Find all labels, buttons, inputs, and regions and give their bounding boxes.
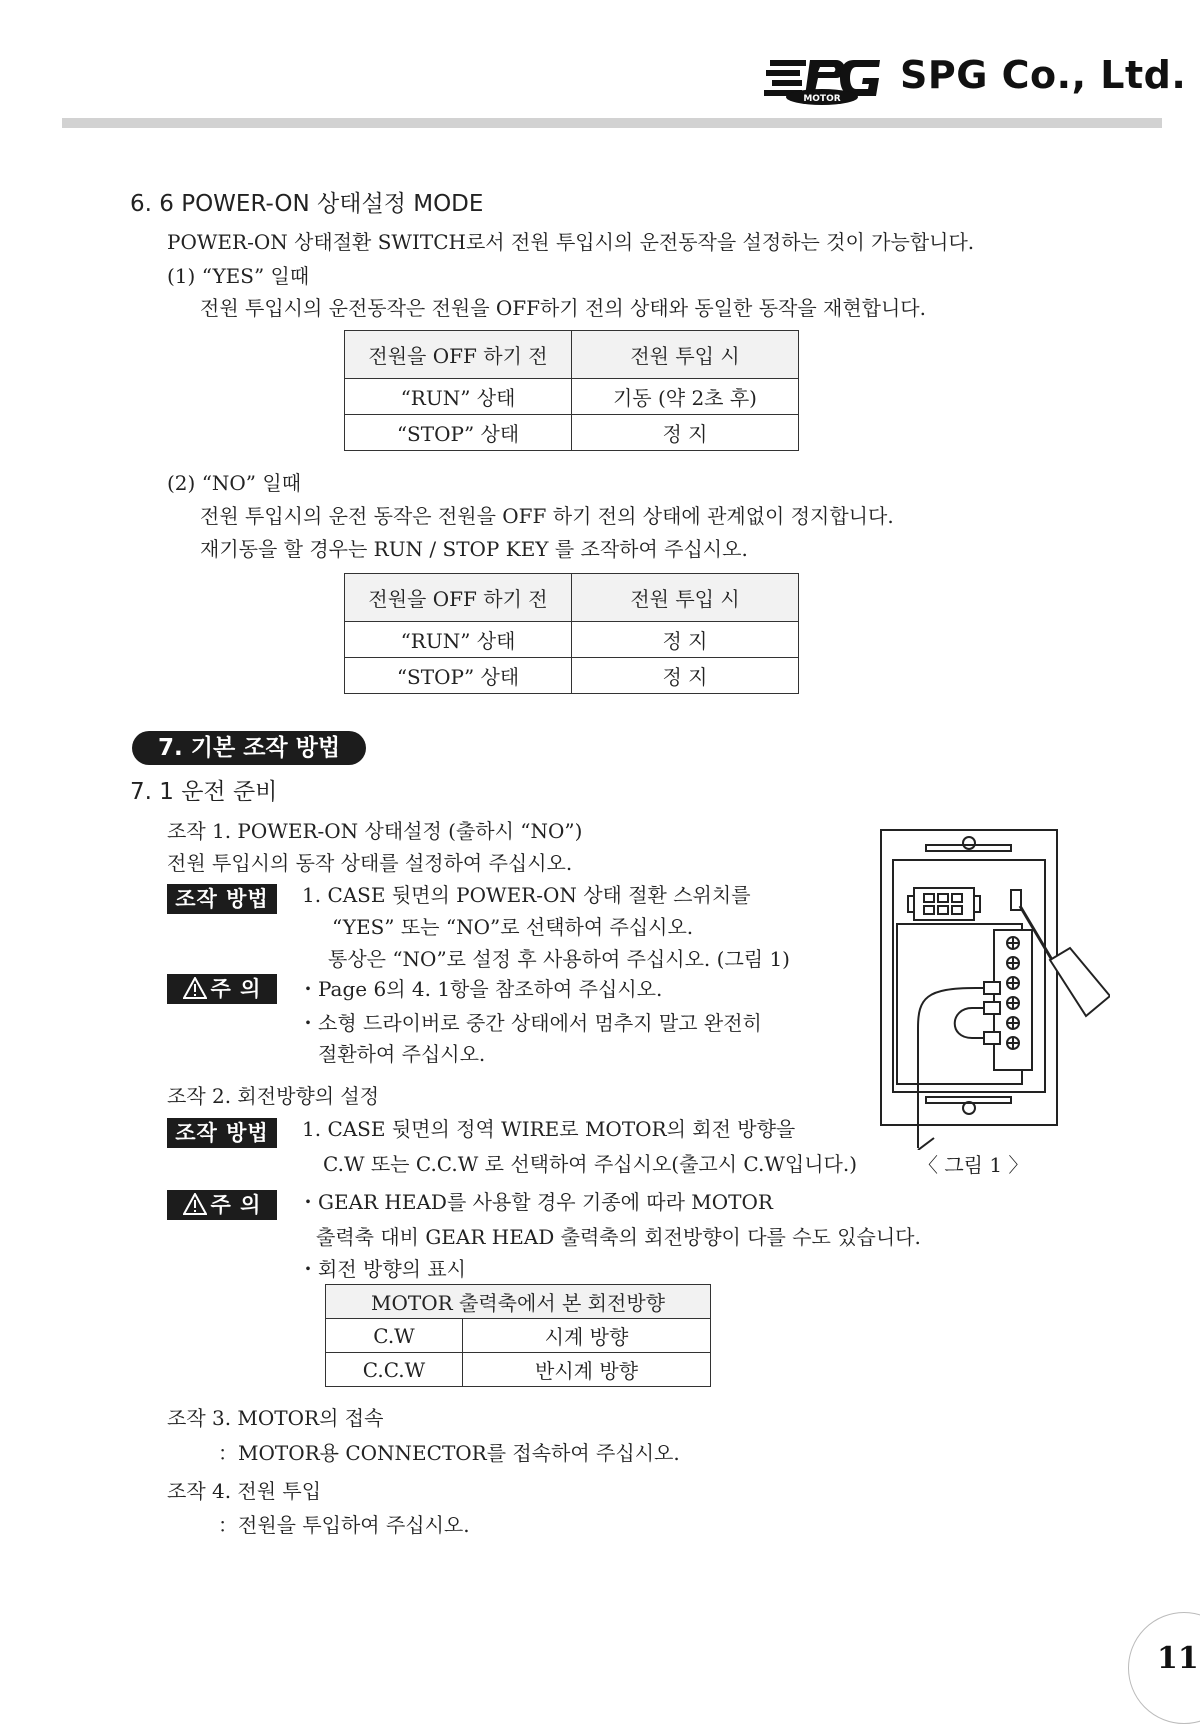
- op1-method-line-3: 통상은 “NO”로 설정 후 사용하여 주십시오. (그림 1): [328, 947, 790, 971]
- no-case-description-1: 전원 투입시의 운전 동작은 전원을 OFF 하기 전의 상태에 관계없이 정지합니다.: [200, 504, 894, 528]
- op2-title: 조작 2. 회전방향의 설정: [167, 1084, 380, 1108]
- logo-sub-text: MOTOR: [803, 94, 841, 104]
- table-yes: [344, 330, 799, 451]
- op2-caution-line-1: ・GEAR HEAD를 사용할 경우 기종에 따라 MOTOR: [298, 1190, 773, 1214]
- table-no: [344, 573, 799, 694]
- op1-title: 조작 1. POWER-ON 상태설정 (출하시 “NO”): [167, 819, 583, 843]
- table-no-cell: “STOP” 상태: [345, 658, 572, 694]
- no-case-heading: (2) “NO” 일때: [167, 471, 302, 495]
- yes-case-heading: (1) “YES” 일때: [167, 264, 310, 288]
- op4-description: ：전원을 투입하여 주십시오.: [218, 1513, 470, 1537]
- page-number: 11: [1157, 1641, 1199, 1676]
- table-yes-cell: 기동 (약 2초 후): [572, 379, 799, 415]
- table-no-cell: 정 지: [572, 622, 799, 658]
- op3-description: ：MOTOR용 CONNECTOR를 접속하여 주십시오.: [218, 1441, 680, 1465]
- op1-caution-line-1: ・Page 6의 4. 1항을 참조하여 주십시오.: [298, 977, 663, 1001]
- spg-logo: [762, 52, 886, 108]
- table-yes-cell: “STOP” 상태: [345, 415, 572, 451]
- figure-1-controller-back: [870, 820, 1110, 1150]
- caution-text: 주 의: [210, 977, 262, 1001]
- op2-method-label: 조작 방법: [167, 1118, 277, 1148]
- table-yes-header: 전원 투입 시: [572, 331, 799, 379]
- no-case-description-2: 재기동을 할 경우는 RUN / STOP KEY 를 조작하여 주십시오.: [200, 537, 748, 561]
- section-6-6-intro: POWER-ON 상태절환 SWITCH로서 전원 투입시의 운전동작을 설정하는 것이 가능합니다.: [167, 230, 975, 254]
- op1-caution-line-3: 절환하여 주십시오.: [318, 1042, 486, 1066]
- table-rotation-header: MOTOR 출력축에서 본 회전방향: [326, 1285, 711, 1319]
- op1-description: 전원 투입시의 동작 상태를 설정하여 주십시오.: [167, 851, 573, 875]
- op1-method-label: 조작 방법: [167, 884, 277, 914]
- page-number-circle: [1128, 1612, 1200, 1724]
- table-yes-header: 전원을 OFF 하기 전: [345, 331, 572, 379]
- table-no-header: 전원을 OFF 하기 전: [345, 574, 572, 622]
- op1-method-line-2: “YES” 또는 “NO”로 선택하여 주십시오.: [332, 915, 694, 939]
- table-yes-cell: 정 지: [572, 415, 799, 451]
- table-rotation-cell: C.C.W: [326, 1353, 463, 1387]
- table-rotation-cell: C.W: [326, 1319, 463, 1353]
- op1-caution-label: [167, 974, 277, 1004]
- op2-method-line-2: C.W 또는 C.C.W 로 선택하여 주십시오(출고시 C.W입니다.): [323, 1152, 858, 1176]
- section-6-6-title: 6. 6 POWER-ON 상태설정 MODE: [130, 191, 484, 217]
- op2-caution-line-3: ・회전 방향의 표시: [298, 1257, 466, 1281]
- table-yes-cell: “RUN” 상태: [345, 379, 572, 415]
- op2-method-line-1: 1. CASE 뒷면의 정역 WIRE로 MOTOR의 회전 방향을: [302, 1117, 796, 1141]
- section-7-1-title: 7. 1 운전 준비: [130, 779, 278, 805]
- table-no-header: 전원 투입 시: [572, 574, 799, 622]
- op1-caution-line-2: ・소형 드라이버로 중간 상태에서 멈추지 말고 완전히: [298, 1011, 762, 1035]
- yes-case-description: 전원 투입시의 운전동작은 전원을 OFF하기 전의 상태와 동일한 동작을 재현합니다.: [200, 296, 926, 320]
- table-no-cell: “RUN” 상태: [345, 622, 572, 658]
- op2-caution-label: [167, 1190, 277, 1220]
- figure-1-caption: 〈 그림 1 〉: [918, 1153, 1029, 1177]
- table-rotation-cell: 반시계 방향: [463, 1353, 711, 1387]
- op4-title: 조작 4. 전원 투입: [167, 1479, 322, 1503]
- op1-method-line-1: 1. CASE 뒷면의 POWER-ON 상태 절환 스위치를: [302, 883, 751, 907]
- op2-caution-line-2: 출력축 대비 GEAR HEAD 출력축의 회전방향이 다를 수도 있습니다.: [316, 1225, 921, 1249]
- company-name: SPG Co., Ltd.: [900, 53, 1187, 97]
- caution-text: 주 의: [210, 1193, 262, 1217]
- table-rotation: [325, 1284, 711, 1387]
- table-no-cell: 정 지: [572, 658, 799, 694]
- section-7-badge: 7. 기본 조작 방법: [132, 731, 366, 765]
- warning-icon: [183, 1193, 207, 1215]
- header-rule: [62, 118, 1162, 128]
- op3-title: 조작 3. MOTOR의 접속: [167, 1406, 384, 1430]
- warning-icon: [183, 977, 207, 999]
- table-rotation-cell: 시계 방향: [463, 1319, 711, 1353]
